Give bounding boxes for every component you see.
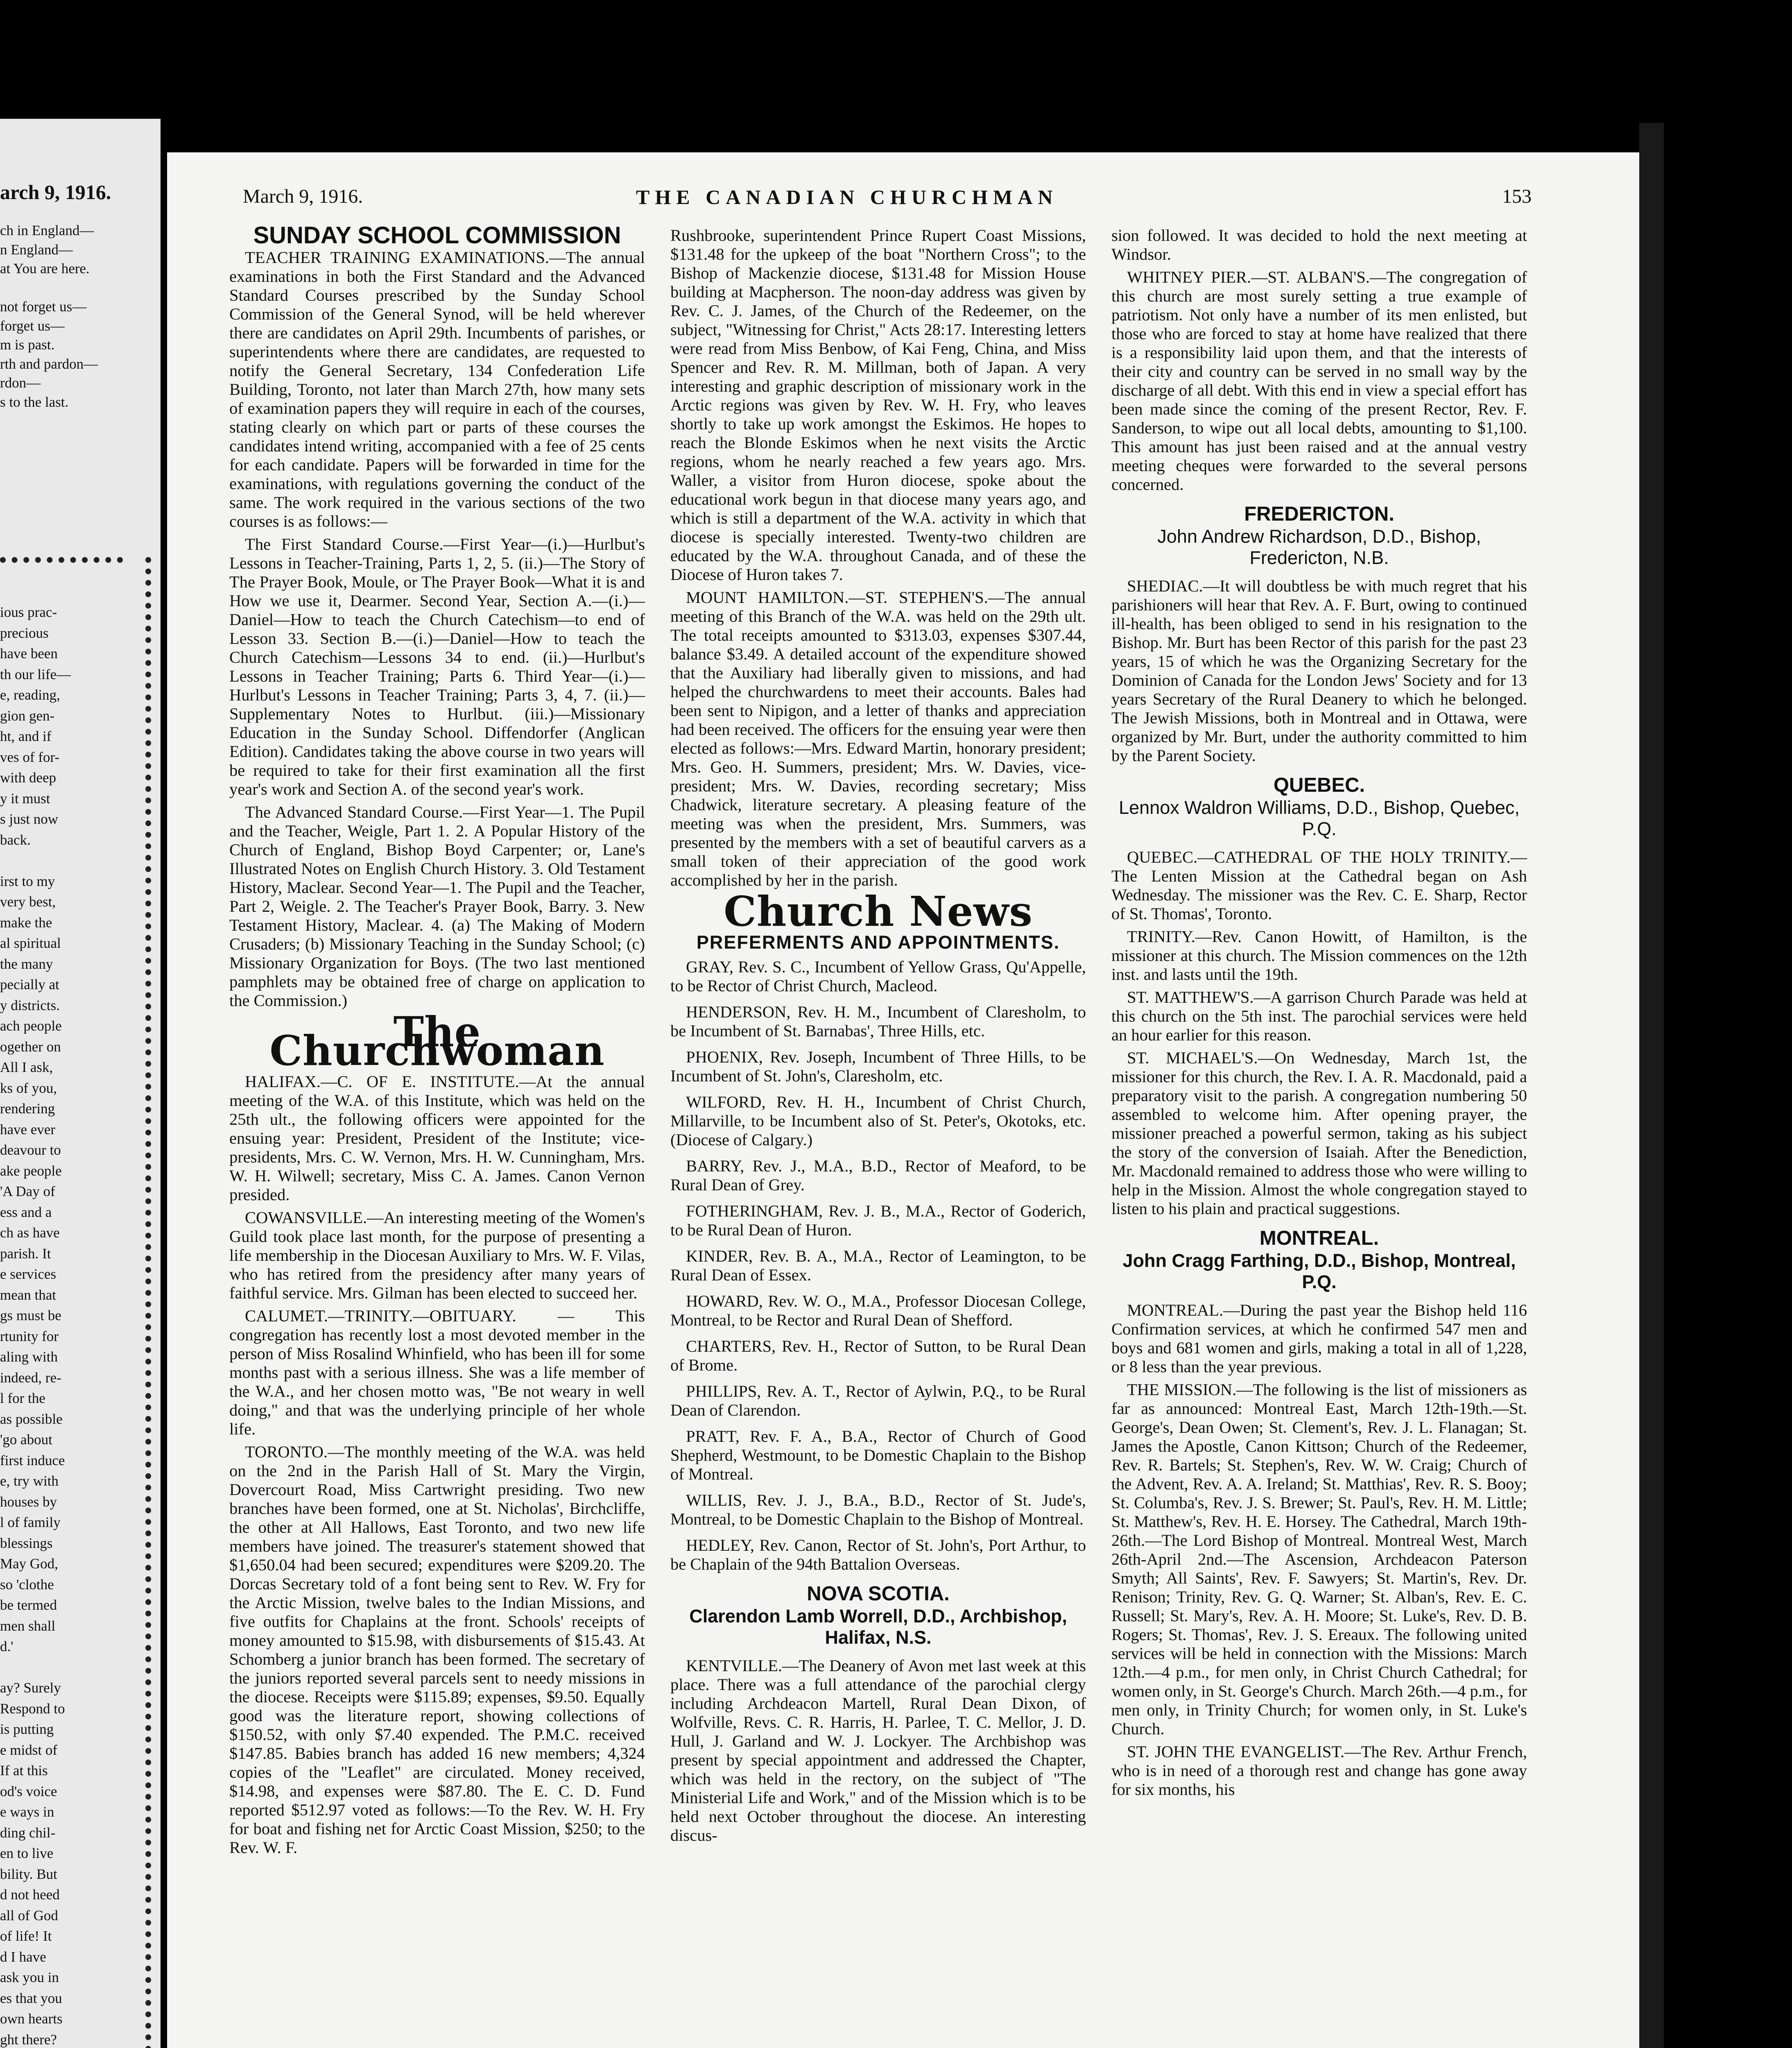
facing-page-line: is putting: [0, 1721, 54, 1737]
facing-page-line: n England—: [0, 241, 73, 258]
facing-page-line: rtunity for: [0, 1328, 59, 1344]
running-head-date: March 9, 1916.: [243, 186, 363, 207]
facing-page-line: irst to my: [0, 873, 55, 889]
preferment-item: WILLIS, Rev. J. J., B.A., B.D., Rector of St. Jude's, Montreal, to be Domestic Chaplain to the Bishop of Montreal.: [670, 1491, 1086, 1528]
facing-page-line: forget us—: [0, 317, 65, 334]
facing-page-line: back.: [0, 831, 31, 848]
article-paragraph: TEACHER TRAINING EXAMINATIONS.—The annual examinations in both the First Standard and the Advanced Standard Courses prescribed by the Sunday School Commission of the General Synod, will be held wherever there are candidates on April 29th. Incumbents of parishes, or superintendents where there are candidates, are requested to notify the General Secretary, 134 Confederation Life Building, Toronto, not later than March 27th, how many sets of examination papers they will require in each of the courses, stating clearly on which part or parts of these courses the candidates intend writing, accompanied with a fee of 25 cents for each candidate. Papers will be forwarded in time for the examinations, with regulations governing the conduct of the same. The work required in the various sections of the two courses is as follows:—: [229, 248, 645, 530]
facing-page-line: e services: [0, 1266, 57, 1282]
facing-page-line: al spiritual: [0, 935, 61, 951]
facing-page-line: e midst of: [0, 1742, 57, 1758]
facing-page-line: l for the: [0, 1390, 45, 1406]
facing-page-line: have ever: [0, 1121, 56, 1137]
facing-page-line: [0, 279, 161, 298]
preferment-item: HENDERSON, Rev. H. M., Incumbent of Claresholm, to be Incumbent of St. Barnabas', Three Hills, etc.: [670, 1003, 1086, 1040]
facing-page-line: es that you: [0, 1990, 62, 2006]
page-number: 153: [1502, 186, 1532, 207]
bishop-fredericton: John Andrew Richardson, D.D., Bishop, Fredericton, N.B.: [1157, 526, 1481, 568]
column-2: [670, 226, 1086, 1849]
facing-page-line: ake people: [0, 1162, 62, 1179]
col3-paragraphs-2: [1111, 848, 1527, 1218]
facing-page-line: ay? Surely: [0, 1680, 61, 1696]
facing-page-line: If at this: [0, 1763, 48, 1778]
facing-page-poem: [0, 221, 161, 412]
facing-page-line: 'go about: [0, 1432, 52, 1448]
col3-paragraphs-1: [1111, 577, 1527, 765]
diocese-heading-nova-scotia: NOVA SCOTIA.: [807, 1583, 950, 1605]
facing-page-line: All I ask,: [0, 1059, 53, 1075]
facing-page-line: s to the last.: [0, 394, 69, 410]
preferment-item: HEDLEY, Rev. Canon, Rector of St. John's, Port Arthur, to be Chaplain of the 94th Battalion Overseas.: [670, 1536, 1086, 1573]
facing-page-line: blessings: [0, 1535, 53, 1551]
facing-page-line: m is past.: [0, 337, 55, 353]
bishop-nova-scotia: Clarendon Lamb Worrell, D.D., Archbishop, Halifax, N.S.: [689, 1606, 1067, 1648]
facing-page-line: ogether on: [0, 1038, 61, 1055]
article-paragraph: The First Standard Course.—First Year—(i.)—Hurlbut's Lessons in Teacher-Training, Parts 1, 2, 5. (ii.)—The Story of The Prayer Book, Moule, or The Prayer Book—What it is and How we use it, Dearmer. Second Year, Section A.—(i.)—Daniel—How to teach the Church Catechism—to end of Lesson 33. Section B.—(i.)—Daniel—How to teach the Church Catechism—Lessons 34 to end. (ii.)—Hurlbut's Lessons in Teacher Training; Parts 6. Third Year—(i.)—Hurlbut's Lessons in Teacher Training; Parts 3, 4, 7. (ii.)—Supplementary Notes to Hurlbut. (iii.)—Missionary Education in the Sunday School. Diffendorfer (Anglican Edition). Candidates taking the above course in two years will be required to take for their first examination all the first year's work and Section A. of the second year's work.: [229, 535, 645, 798]
facing-page-line: ch as have: [0, 1225, 60, 1241]
facing-page-line: pecially at: [0, 976, 59, 992]
facing-page-line: ask you in: [0, 1969, 59, 1985]
section-heading-churchwoman: The Churchwoman: [269, 1008, 605, 1075]
facing-page-line: l of family: [0, 1514, 61, 1530]
bishop-quebec: Lennox Waldron Williams, D.D., Bishop, Quebec, P.Q.: [1119, 797, 1520, 839]
facing-page-line: make the: [0, 914, 52, 931]
article-paragraph: ST. MICHAEL'S.—On Wednesday, March 1st, the missioner for this church, the Rev. I. A. R. Macdonald, paid a preparatory visit to the parish. A congregation numbering 50 assembled to welcome him. After opening prayer, the missioner preached a powerful sermon, taking as his subject the story of the conversion of Isaiah. After the Benediction, Mr. Macdonald remained to address those who were willing to help in the Mission. Almost the whole congregation stayed to listen to his plain and practical suggestions.: [1111, 1049, 1527, 1218]
facing-page-line: so 'clothe: [0, 1576, 54, 1593]
facing-page-line: en to live: [0, 1845, 54, 1861]
facing-page-fragment: [0, 119, 161, 2048]
facing-page-line: houses by: [0, 1493, 57, 1510]
facing-page-line: rth and pardon—: [0, 356, 98, 372]
facing-page-line: rendering: [0, 1101, 55, 1117]
facing-page-line: Respond to: [0, 1700, 65, 1717]
facing-page-line: be termed: [0, 1597, 57, 1613]
facing-page-line: y it must: [0, 790, 50, 807]
facing-page-line: [0, 1657, 161, 1678]
col2-paragraphs: [670, 226, 1086, 890]
facing-page-line: precious: [0, 625, 49, 641]
facing-page-line: of life! It: [0, 1928, 52, 1944]
article-paragraph: TORONTO.—The monthly meeting of the W.A. was held on the 2nd in the Parish Hall of St. Mary the Virgin, Dovercourt Road, Miss Cartwright presiding. Two new branches have been formed, one at St. Nicholas', Birchcliffe, the other at All Hallows, East Toronto, and two new life members have joined. The treasurer's statement showed that $1,650.04 had been secured; expenditures were $209.20. The Dorcas Secretary told of a font being sent to Rev. W. Fry for the Arctic Mission, twelve bales to the Indian Missions, and five outfits for Chaplains at the front. Schools' receipts of money amounted to $15.98, with disbursements of $15.43. At Schomberg a junior branch has been formed. The secretary of the juniors reported several parcels sent to needy missions in the diocese. Receipts were $115.89; expenses, $9.50. Equally good was the literature report, showing collections of $150.52, with only $7.40 expended. The P.M.C. received $147.85. Babies branch has added 16 new members; 4,324 copies of the "Leaflet" are circulated. Money received, $14.98, and expenses were $87.80. The E. C. D. Fund reported $512.97 voted as follows:—To the Rev. W. H. Fry for boat and fishing net for Arctic Coast Mission, $250; to the Rev. W. F.: [229, 1443, 645, 1857]
facing-page-line: gs must be: [0, 1307, 61, 1323]
facing-page-line: e, reading,: [0, 687, 60, 703]
article-paragraph: SHEDIAC.—It will doubtless be with much regret that his parishioners will hear that Rev. A. F. Burt, owing to continued ill-health, has been obliged to send in his resignation to the Bishop. Mr. Burt has been Rector of this parish for the past 23 years, 15 of which he was the Organizing Secretary for the Dominion of Canada for the London Jews' Society and for 13 years Secretary of the Rural Deanery to which he belonged. The Jewish Missions, both in Montreal and in Ottawa, were organized by Mr. Burt, under the authority committed to him by the Parent Society.: [1111, 577, 1527, 765]
article-paragraph: WHITNEY PIER.—ST. ALBAN'S.—The congregation of this church are most surely setting a true example of patriotism. Not only have a number of its men enlisted, but those who are forced to stay at home have realized that there is a responsibility laid upon them, and that the interests of their city and country can be served in no small way by the discharge of all debt. With this end in view a special effort has been made since the coming of the present Rector, Rev. F. Sanderson, to wipe out all local debts, amounting to $1,100. This amount has just been raised and at the annual vestry meeting cheques were forwarded to the several persons concerned.: [1111, 268, 1527, 494]
diocese-heading-fredericton: FREDERICTON.: [1244, 503, 1394, 525]
facing-page-line: d not heed: [0, 1887, 60, 1903]
facing-page-line: the many: [0, 956, 53, 972]
column-1: [229, 222, 645, 1861]
column-3: [1111, 226, 1527, 1803]
article-paragraph: HALIFAX.—C. OF E. INSTITUTE.—At the annual meeting of the W.A. of this Institute, which was held on the 25th ult., the following officers were appointed for the ensuing year: President, President of the Institute; vice-presidents, Mrs. C. W. Vernon, Mrs. H. W. Cunningham, Mrs. W. H. Wilwell; secretary, Miss C. A. James. Canon Vernon presided.: [229, 1072, 645, 1204]
facing-page-line: bility. But: [0, 1866, 57, 1882]
diocese-heading-quebec: QUEBEC.: [1273, 774, 1365, 796]
facing-page-line: own hearts: [0, 2011, 63, 2027]
facing-page-line: have been: [0, 646, 58, 662]
facing-page-line: e ways in: [0, 1804, 54, 1820]
article-paragraph: MONTREAL.—During the past year the Bishop held 116 Confirmation services, at which he confirmed 547 men and boys and 681 women and girls, making a total in all of 1,228, or 8 less than the year previous.: [1111, 1301, 1527, 1376]
preferment-item: HOWARD, Rev. W. O., M.A., Professor Diocesan College, Montreal, to be Rector and Rural Dean of Shefford.: [670, 1292, 1086, 1329]
subheading-preferments: PREFERMENTS AND APPOINTMENTS.: [696, 932, 1060, 953]
facing-page-line: e, try with: [0, 1473, 59, 1489]
facing-page-line: as possible: [0, 1411, 63, 1427]
section-heading-sunday-school: SUNDAY SCHOOL COMMISSION: [253, 222, 621, 249]
col3-paragraphs-3: [1111, 1301, 1527, 1799]
facing-page-line: indeed, re-: [0, 1369, 61, 1386]
preferment-item: FOTHERINGHAM, Rev. J. B., M.A., Rector of Goderich, to be Rural Dean of Huron.: [670, 1202, 1086, 1239]
facing-page-line: [0, 850, 161, 871]
facing-page-line: men shall: [0, 1618, 56, 1634]
preferment-item: PHILLIPS, Rev. A. T., Rector of Aylwin, P.Q., to be Rural Dean of Clarendon.: [670, 1382, 1086, 1419]
facing-page-line: gion gen-: [0, 707, 55, 724]
bishop-montreal: John Cragg Farthing, D.D., Bishop, Montreal, P.Q.: [1122, 1250, 1516, 1292]
facing-page-line: 'A Day of: [0, 1183, 55, 1199]
facing-page-line: ks of you,: [0, 1080, 57, 1096]
newspaper-page: [167, 152, 1639, 2048]
facing-page-line: ht, and if: [0, 728, 52, 744]
article-paragraph: MOUNT HAMILTON.—ST. STEPHEN'S.—The annual meeting of this Branch of the W.A. was held on the 29th ult. The total receipts amounted to $313.03, expenses $307.44, balance $3.49. A detailed account of the expenditure showed that the Auxiliary had liberally given to missions, and had helped the churchwardens to meet their accounts. Bales had been sent to Nipigon, and a letter of thanks and appreciation had been received. The officers for the ensuing year were then elected as follows:—Mrs. Edward Martin, honorary president; Mrs. Geo. H. Summers, president; Mrs. W. Davies, vice-president; Mrs. W. Davies, recording secretary; Miss Chadwick, literature secretary. A pleasing feature of the meeting was when the president, Mrs. Summers, was presented by the members with a set of beautiful carvers as a small token of their appreciation of the good work accomplished by her in the parish.: [670, 588, 1086, 889]
facing-page-line: d I have: [0, 1948, 46, 1965]
scan-edge: [1639, 123, 1664, 2048]
ornamental-border: [0, 557, 123, 569]
facing-page-line: with deep: [0, 770, 57, 786]
preferment-item: GRAY, Rev. S. C., Incumbent of Yellow Grass, Qu'Appelle, to be Rector of Christ Church, Macleod.: [670, 958, 1086, 995]
preferment-item: CHARTERS, Rev. H., Rector of Sutton, to be Rural Dean of Brome.: [670, 1337, 1086, 1374]
article-paragraph: CALUMET.—TRINITY.—OBITUARY. — This congregation has recently lost a most devoted member in the person of Miss Rosalind Whinfield, who has been ill for some months past with a serious illness. She was a life member of the W.A., and her chosen motto was, "Be not weary in well doing," and that was the underlying principle of her whole life.: [229, 1307, 645, 1438]
facing-page-line: rdon—: [0, 375, 41, 391]
facing-page-line: aling with: [0, 1349, 58, 1365]
col3-paragraphs: [1111, 226, 1527, 494]
preferment-item: PRATT, Rev. F. A., B.A., Rector of Church of Good Shepherd, Westmount, to be Domestic Chaplain to the Bishop of Montreal.: [670, 1427, 1086, 1483]
facing-page-line: deavour to: [0, 1142, 61, 1158]
article-paragraph: THE MISSION.—The following is the list of missioners as far as announced: Montreal East, March 12th-19th.—St. George's, Dean Owen; St. Clement's, Rev. J. L. Flanagan; St. James the Apostle, Canon Kittson; Church of the Redeemer, Rev. R. Bartels; St. Stephen's, Rev. W. W. Craig; Church of the Advent, Rev. A. A. Ireland; St. Matthias', Rev. R. S. Booy; St. Columba's, Rev. J. S. Brewer; St. Paul's, Rev. H. M. Little; St. Matthew's, Rev. H. E. Horsey. The Cathedral, March 19th-26th.—The Lord Bishop of Montreal. Montreal West, March 26th-April 2nd.—The Ascension, Archdeacon Paterson Smyth; All Saints', Rev. F. Sawyers; St. Martin's, Rev. Dr. Renison; Trinity, Rev. G. Q. Warner; St. Alban's, Rev. E. C. Russell; St. Mary's, Rev. A. H. Moore; St. Luke's, Rev. D. B. Rogers; St. Thomas', Rev. J. S. Ereaux. The following united services will be held in connection with the Missions: March 12th.—4 p.m., for men only, in Christ Church Cathedral; for women only, in St. George's Church. March 26th.—4 p.m., for men only, in Trinity Church; for women only, in St. Luke's Church.: [1111, 1380, 1527, 1738]
article-paragraph: TRINITY.—Rev. Canon Howitt, of Hamilton, is the missioner at this church. The Mission commences on the 12th inst. and lasts until the 19th.: [1111, 927, 1527, 983]
section-heading-church-news: Church News: [724, 887, 1033, 936]
facing-page-line: ious prac-: [0, 604, 57, 620]
facing-page-line: od's voice: [0, 1783, 57, 1799]
kentville-paragraph: KENTVILLE.—The Deanery of Avon met last week at this place. There was a full attendance of the parochial clergy including Archdeacon Martell, Rural Dean Dixon, of Wolfville, Revs. C. R. Harris, H. Parlee, T. C. Mellor, J. D. Hull, J. Garland and W. J. Lockyer. The Archbishop was present by special appointment and addressed the Chapter, which was held in the rectory, on the subject of "The Ministerial Life and Work," and of the Mission which is to be held next October throughout the diocese. An interesting discus-: [670, 1656, 1086, 1844]
article-paragraph: The Advanced Standard Course.—First Year—1. The Pupil and the Teacher, Weigle, Part 1. 2. A Popular History of the Church of England, Bishop Boyd Carpenter; or, Lane's Illustrated Notes on English Church History. 3. Old Testament History, Maclear. Second Year—1. The Pupil and the Teacher, Part 2, Weigle. 2. The Teacher's Prayer Book, Barry. 3. New Testament History, Maclear. 4. (a) The Making of Modern Crusaders; (b) Missionary Teaching in the Sunday School; (c) Missionary Organization for Boys. (The two last mentioned pamphlets may be obtained free of charge on application to the Commission.): [229, 803, 645, 1010]
running-head-title: THE CANADIAN CHURCHMAN: [636, 186, 1058, 208]
article-paragraph: QUEBEC.—CATHEDRAL OF THE HOLY TRINITY.—The Lenten Mission at the Cathedral began on Ash Wednesday. The missioner was the Rev. C. E. Sharp, Rector of St. Thomas', Toronto.: [1111, 848, 1527, 923]
facing-page-line: first induce: [0, 1452, 65, 1468]
facing-page-line: very best,: [0, 894, 56, 910]
facing-page-line: May God,: [0, 1556, 58, 1572]
facing-page-line: mean that: [0, 1287, 57, 1303]
col1-paragraphs-2: [229, 1072, 645, 1857]
article-paragraph: sion followed. It was decided to hold the next meeting at Windsor.: [1111, 226, 1527, 263]
facing-page-line: ves of for-: [0, 749, 60, 765]
article-paragraph: Rushbrooke, superintendent Prince Rupert Coast Missions, $131.48 for the upkeep of the boat "Northern Cross"; to the Bishop of Mackenzie diocese, $131.48 for Mission House building at Macpherson. The noon-day address was given by Rev. C. J. James, of the Church of the Redeemer, on the subject, "Witnessing for Christ," Acts 28:17. Interesting letters were read from Miss Benbow, of Kai Feng, China, and Miss Spencer and Rev. R. M. Millman, both of Japan. A very interesting and graphic description of missionary work in the Arctic regions was given by Rev. W. H. Fry, who leaves shortly to take up work amongst the Eskimos. He hopes to reach the Blonde Eskimos when he next visits the Arctic regions, whom he nearly reached a few years ago. Mrs. Waller, a visitor from Huron diocese, spoke about the educational work begun in that diocese many years ago, and which is still a department of the W.A. activity in which that diocese is specially interested. Twenty-two children are educated by the W.A. throughout Canada, and of these the Diocese of Huron takes 7.: [670, 226, 1086, 584]
facing-page-line: y districts.: [0, 997, 60, 1013]
facing-page-line: at You are here.: [0, 261, 90, 276]
preferment-item: BARRY, Rev. J., M.A., B.D., Rector of Meaford, to be Rural Dean of Grey.: [670, 1157, 1086, 1194]
article-paragraph: COWANSVILLE.—An interesting meeting of the Women's Guild took place last month, for the purpose of presenting a life membership in the Diocesan Auxiliary to Mrs. W. F. Vilas, who has retired from the presidency after many years of faithful service. Mrs. Gilman has been elected to succeed her.: [229, 1208, 645, 1302]
preferments-list: [670, 958, 1086, 1574]
facing-page-line: parish. It: [0, 1245, 51, 1262]
facing-page-line: ding chil-: [0, 1824, 56, 1841]
facing-page-date: arch 9, 1916.: [0, 181, 111, 204]
facing-page-line: ess and a: [0, 1204, 52, 1220]
article-paragraph: ST. MATTHEW'S.—A garrison Church Parade was held at this church on the 5th inst. The parochial services were held an hour earlier for this reason.: [1111, 988, 1527, 1044]
col1-paragraphs: [229, 248, 645, 1010]
preferment-item: KINDER, Rev. B. A., M.A., Rector of Leamington, to be Rural Dean of Essex.: [670, 1247, 1086, 1284]
article-paragraph: ST. JOHN THE EVANGELIST.—The Rev. Arthur French, who is in need of a thorough rest and change has gone away for six months, his: [1111, 1742, 1527, 1799]
facing-page-line: ght there?: [0, 2031, 57, 2048]
preferment-item: WILFORD, Rev. H. H., Incumbent of Christ Church, Millarville, to be Incumbent also of St. Peter's, Okotoks, etc. (Diocese of Calgary.): [670, 1093, 1086, 1149]
facing-page-line: th our life—: [0, 666, 71, 682]
facing-page-line: ch in England—: [0, 222, 94, 238]
facing-page-line: not forget us—: [0, 299, 87, 315]
facing-page-line: all of God: [0, 1907, 58, 1923]
diocese-heading-montreal: MONTREAL.: [1259, 1227, 1379, 1249]
preferment-item: PHOENIX, Rev. Joseph, Incumbent of Three Hills, to be Incumbent of St. John's, Claresholm, etc.: [670, 1048, 1086, 1085]
facing-page-body: [0, 602, 161, 2048]
facing-page-line: ach people: [0, 1018, 62, 1034]
facing-page-line: d.': [0, 1638, 14, 1654]
facing-page-line: s just now: [0, 811, 58, 827]
